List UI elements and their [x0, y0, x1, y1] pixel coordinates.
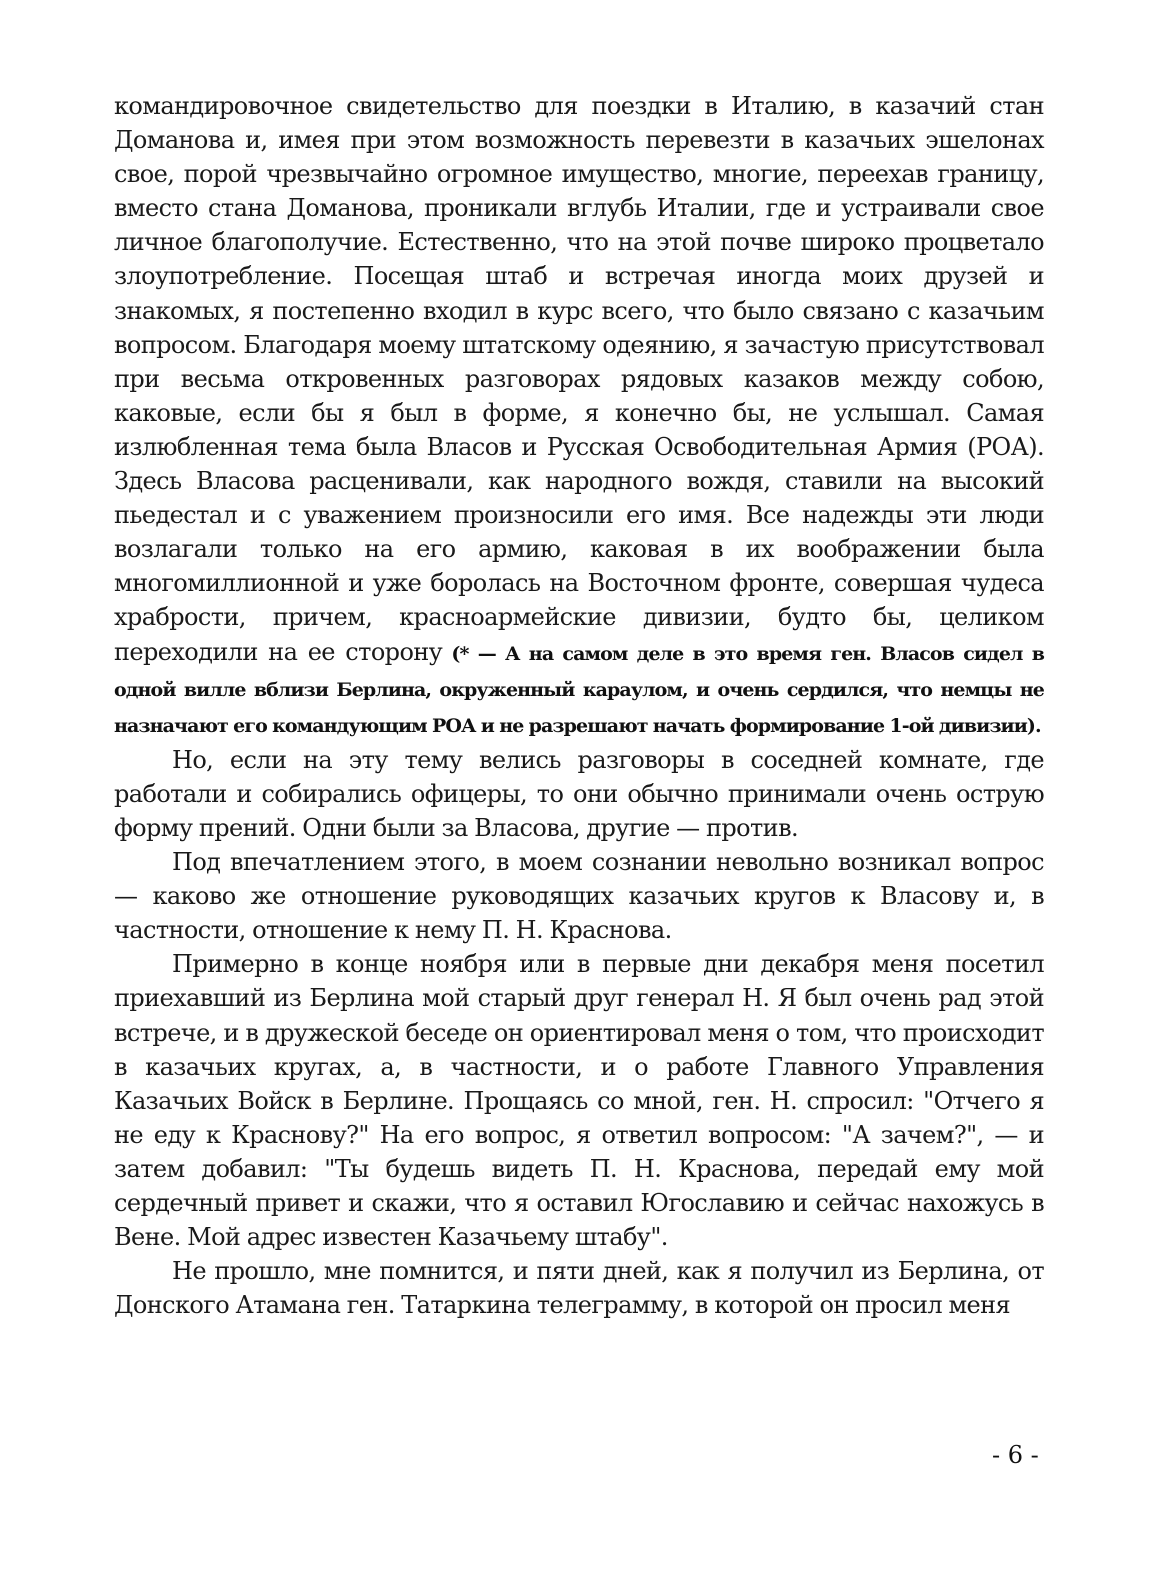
paragraph: Под впечатлением этого, в моем сознании невольно возникал вопрос — каково же отношение руководящих казачьих кругов к Власову и, в частности, отношение к нему П. Н. Краснова. [114, 848, 1044, 945]
footnote-text: (* — А на самом деле в это время ген. Власов сидел в одной вилле вблизи Берлина, окруженный караулом, и очень сердился, что немцы не назначают его командующим РОА и не разрешают начать формирование 1-ой дивизии). [114, 642, 1045, 737]
paragraph: Примерно в конце ноября или в первые дни декабря меня посетил приехавший из Берлина мой старый друг генерал Н. Я был очень рад этой встрече, и в дружеской беседе он ориентировал меня о том, что происходит в казачьих кругах, а, в частности, и о работе Главного Управления Казачьих Войск в Берлине. Прощаясь со мной, ген. Н. спросил: "Отчего я не еду к Краснову?" На его вопрос, я ответил вопросом: "А зачем?", — и затем добавил: "Ты будешь видеть П. Н. Краснова, передай ему мой сердечный привет и скажи, что я оставил Югославию и сейчас нахожусь в Вене. Мой адрес известен Казачьему штабу". [114, 950, 1044, 1252]
paragraph [114, 89, 1044, 743]
paragraph-text: командировочное свидетельство для поездки в Италию, в казачий стан Доманова и, имея при этом возможность перевезти в казачьих эшелонах свое, порой чрезвычайно огромное имущество, многие, переехав границу, вместо стана Доманова, проникали вглубь Италии, где и устраивали свое личное благополучие. Естественно, что на этой почве широко процветало злоупотребление. Посещая штаб и встречая иногда моих друзей и знакомых, я постепенно входил в курс всего, что было связано с казачьим вопросом. Благодаря моему штатскому одеянию, я зачастую присутствовал при весьма откровенных разговорах рядовых казаков между собою, каковые, если бы я был в форме, я конечно бы, не услышал. Самая излюбленная тема была Власов и Русская Освободительная Армия (РОА). Здесь Власова расценивали, как народного вождя, ставили на высокий пьедестал и с уважением произносили его имя. Все надежды эти люди возлагали только на его армию, каковая в их воображении была многомиллионной и уже боролась на Восточном фронте, совершая чудеса храбрости, причем, красноармейские дивизии, будто бы, целиком переходили на ее сторону [114, 92, 1044, 666]
paragraph: Но, если на эту тему велись разговоры в соседней комнате, где работали и собирались офицеры, то они обычно принимали очень острую форму прений. Одни были за Власова, другие — против. [114, 745, 1044, 842]
page-number: - 6 - [992, 1441, 1039, 1469]
body-text [114, 89, 1044, 1322]
paragraph: Не прошло, мне помнится, и пяти дней, как я получил из Берлина, от Донского Атамана ген. Татаркина телеграмму, в которой он просил меня [114, 1257, 1044, 1320]
